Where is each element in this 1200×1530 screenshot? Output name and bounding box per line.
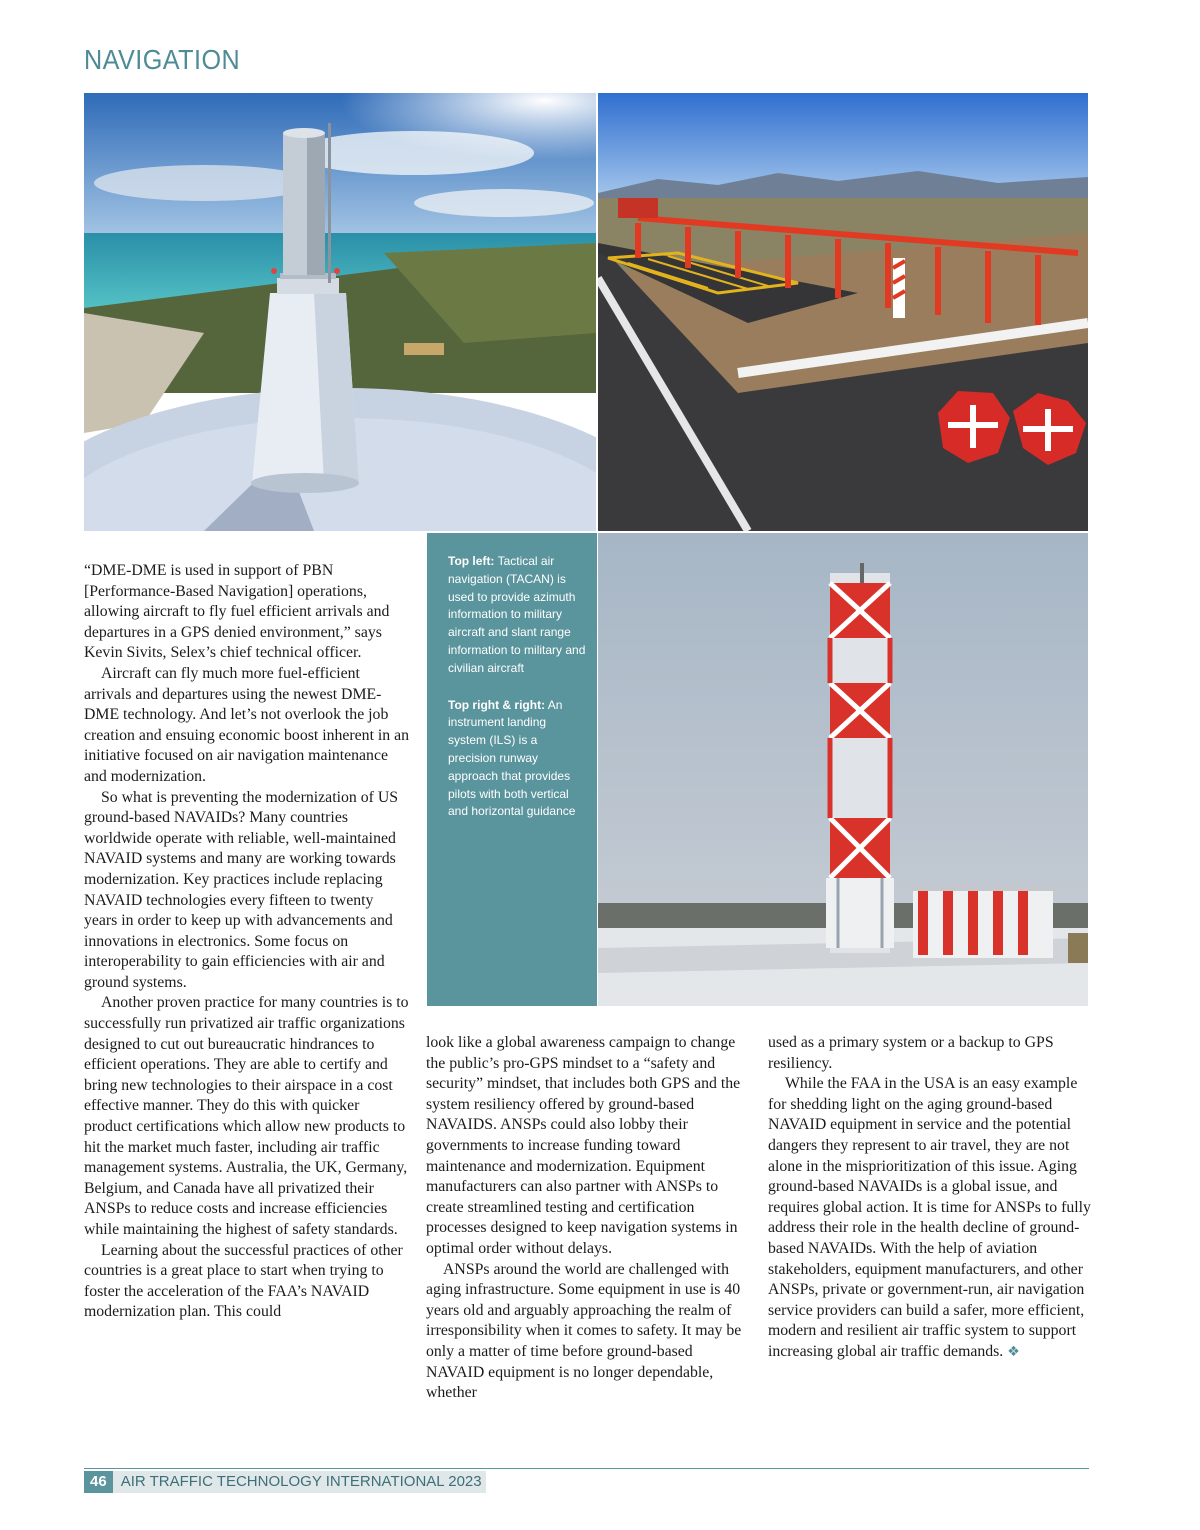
publication-name: AIR TRAFFIC TECHNOLOGY INTERNATIONAL 2023 bbox=[113, 1471, 486, 1493]
paragraph: Learning about the successful practices of other countries is a great place to start when trying to foster the acceleration of the FAA’s NAVAID modernization plan. This could bbox=[84, 1241, 403, 1321]
photo-caption-box bbox=[427, 533, 597, 1006]
ils-runway-illustration bbox=[598, 93, 1088, 531]
caption-top-left-label: Top left: bbox=[448, 554, 495, 568]
page-footer bbox=[84, 1471, 486, 1493]
footer-rule bbox=[84, 1468, 1089, 1469]
caption-top-right bbox=[448, 697, 587, 822]
caption-top-right-label: Top right & right: bbox=[448, 697, 546, 712]
caption-top-left bbox=[448, 553, 587, 678]
caption-top-right-text: An instrument landing system (ILS) is a precision runway approach that provides pilots with both vertical and horizontal guidance bbox=[448, 697, 576, 819]
page-number: 46 bbox=[84, 1471, 113, 1493]
ils-runway-photo bbox=[598, 93, 1088, 531]
article-column-1 bbox=[84, 561, 410, 1323]
end-of-article-icon: ❖ bbox=[1007, 1343, 1020, 1360]
paragraph: look like a global awareness campaign to change the public’s pro-GPS mindset to a “safety and security” mindset, that includes both GPS and the system resiliency offered by ground-based NAVAIDS. ANSPs could also lobby their governments to increase funding toward maintenance and modernization. Equipment manufacturers can also partner with ANSPs to create streamlined testing and certification processes designed to keep navigation systems in optimal order without delays. bbox=[426, 1034, 741, 1257]
article-column-2 bbox=[426, 1033, 752, 1404]
paragraph: So what is preventing the modernization of US ground-based NAVAIDs? Many countries worldwide operate with reliable, well-maintained NAVAID systems and many are working towards modernization. Key practices include replacing NAVAID technologies every fifteen to twenty years in order to keep up with advancements and innovations in electronics. Some focus on interoperability to gain efficiencies with air and ground systems. bbox=[84, 788, 399, 991]
paragraph: “DME-DME is used in support of PBN [Performance-Based Navigation] operations, allowing aircraft to fly fuel efficient arrivals and departures in a GPS denied environment,” says Kevin Sivits, Selex’s chief technical officer. bbox=[84, 562, 390, 662]
article-column-3 bbox=[768, 1033, 1094, 1363]
paragraph-final-text: While the FAA in the USA is an easy example for shedding light on the aging ground-based NAVAID equipment in service and the potential dangers they represent to air travel, they are not alone in the misprioritization of this issue. Aging ground-based NAVAIDs is a global issue, and requires global action. It is time for ANSPs to fully address their role in the health decline of ground-based NAVAIDs. With the help of aviation stakeholders, equipment manufacturers, and other ANSPs, private or government-run, air navigation service providers can build a safer, more efficient, modern and resilient air traffic system to support increasing global air traffic demands. bbox=[768, 1075, 1091, 1360]
paragraph: Aircraft can fly much more fuel-efficient arrivals and departures using the newest DME-DME technology. And let’s not overlook the job creation and ensuing economic boost inherent in an initiative focused on air navigation maintenance and modernization. bbox=[84, 664, 410, 785]
paragraph: Another proven practice for many countries is to successfully run privatized air traffic organizations designed to cut out bureaucratic hindrances to efficient operations. They are able to certify and bring new technologies to their airspace in a cost effective manner. They do this with quicker product certifications which allow new products to hit the market much faster, including air traffic management systems. Australia, the UK, Germany, Belgium, and Canada have all privatized their ANSPs to reduce costs and increase efficiencies while maintaining the highest of safety standards. bbox=[84, 994, 409, 1238]
tacan-illustration bbox=[84, 93, 596, 531]
paragraph: used as a primary system or a backup to GPS resiliency. bbox=[768, 1034, 1054, 1072]
tacan-photo bbox=[84, 93, 596, 531]
ils-tower-illustration bbox=[598, 533, 1088, 1006]
caption-top-left-text: Tactical air navigation (TACAN) is used to provide azimuth information to military aircraft and slant range information to military and civilian aircraft bbox=[448, 554, 586, 675]
section-title: NAVIGATION bbox=[84, 44, 241, 75]
ils-tower-photo bbox=[598, 533, 1088, 1006]
paragraph: ANSPs around the world are challenged with aging infrastructure. Some equipment in use is 40 years old and arguably approaching the realm of irresponsibility when it comes to safety. It may be only a matter of time before ground-based NAVAID equipment is no longer dependable, whether bbox=[426, 1260, 742, 1402]
paragraph-final bbox=[768, 1074, 1094, 1362]
